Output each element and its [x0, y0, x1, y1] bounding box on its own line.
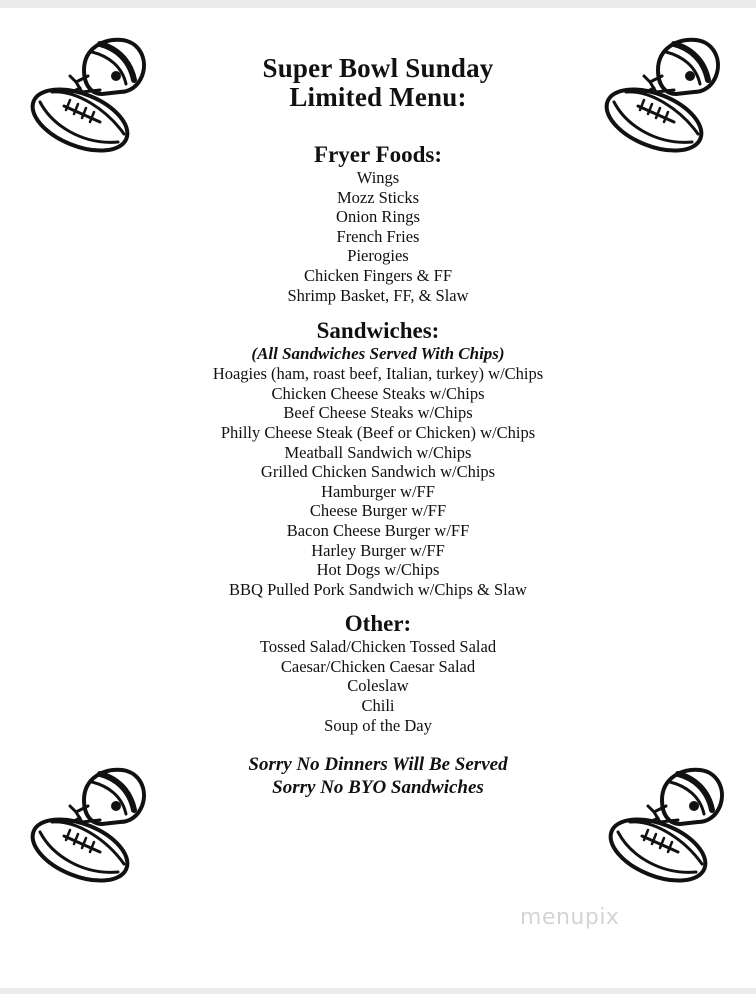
sandwiches-subtitle: (All Sandwiches Served With Chips): [251, 344, 505, 364]
menu-item: Bacon Cheese Burger w/FF: [286, 520, 470, 540]
menu-item: Pierogies: [347, 246, 409, 266]
menu-item: Caesar/Chicken Caesar Salad: [280, 656, 476, 676]
section-title-fryer: Fryer Foods:: [314, 142, 442, 167]
menu-item: Philly Cheese Steak (Beef or Chicken) w/Chips: [220, 422, 536, 442]
fryer-list: [0, 168, 756, 305]
menu-title-line-2: Limited Menu:: [289, 82, 467, 112]
menu-item: Hamburger w/FF: [321, 481, 435, 501]
sandwiches-list: [0, 364, 756, 599]
menu-title-line-1: Super Bowl Sunday: [262, 53, 494, 83]
menu-item: Coleslaw: [347, 676, 409, 696]
menupix-watermark: menupix: [520, 905, 620, 930]
menu-item: Soup of the Day: [324, 715, 432, 735]
notice-no-byo: Sorry No BYO Sandwiches: [272, 777, 484, 799]
menu-page: [0, 8, 756, 988]
menu-item: Hoagies (ham, roast beef, Italian, turkey) w/Chips: [212, 364, 544, 384]
menu-item: Wings: [356, 168, 400, 187]
menu-item: Chicken Cheese Steaks w/Chips: [271, 383, 485, 403]
menu-item: Tossed Salad/Chicken Tossed Salad: [259, 637, 497, 657]
menu-item: Shrimp Basket, FF, & Slaw: [287, 285, 469, 305]
menu-item: Meatball Sandwich w/Chips: [284, 442, 472, 462]
other-list: [0, 637, 756, 735]
menu-content: [0, 54, 756, 799]
menu-item: Cheese Burger w/FF: [309, 501, 447, 521]
menu-item: Chili: [361, 696, 395, 716]
menu-item: Chicken Fingers & FF: [303, 265, 453, 285]
menu-item: Hot Dogs w/Chips: [316, 560, 440, 580]
menu-item: Harley Burger w/FF: [311, 540, 445, 560]
menu-item: Mozz Sticks: [336, 187, 420, 207]
menu-item: Beef Cheese Steaks w/Chips: [283, 403, 473, 423]
section-title-other: Other:: [344, 611, 412, 637]
section-title-sandwiches: Sandwiches:: [316, 318, 440, 344]
menu-item: Grilled Chicken Sandwich w/Chips: [260, 462, 496, 482]
notice-no-dinners: Sorry No Dinners Will Be Served: [248, 754, 508, 776]
menu-item: French Fries: [336, 226, 420, 246]
menu-item: BBQ Pulled Pork Sandwich w/Chips & Slaw: [229, 579, 527, 599]
menu-item: Onion Rings: [336, 207, 420, 227]
